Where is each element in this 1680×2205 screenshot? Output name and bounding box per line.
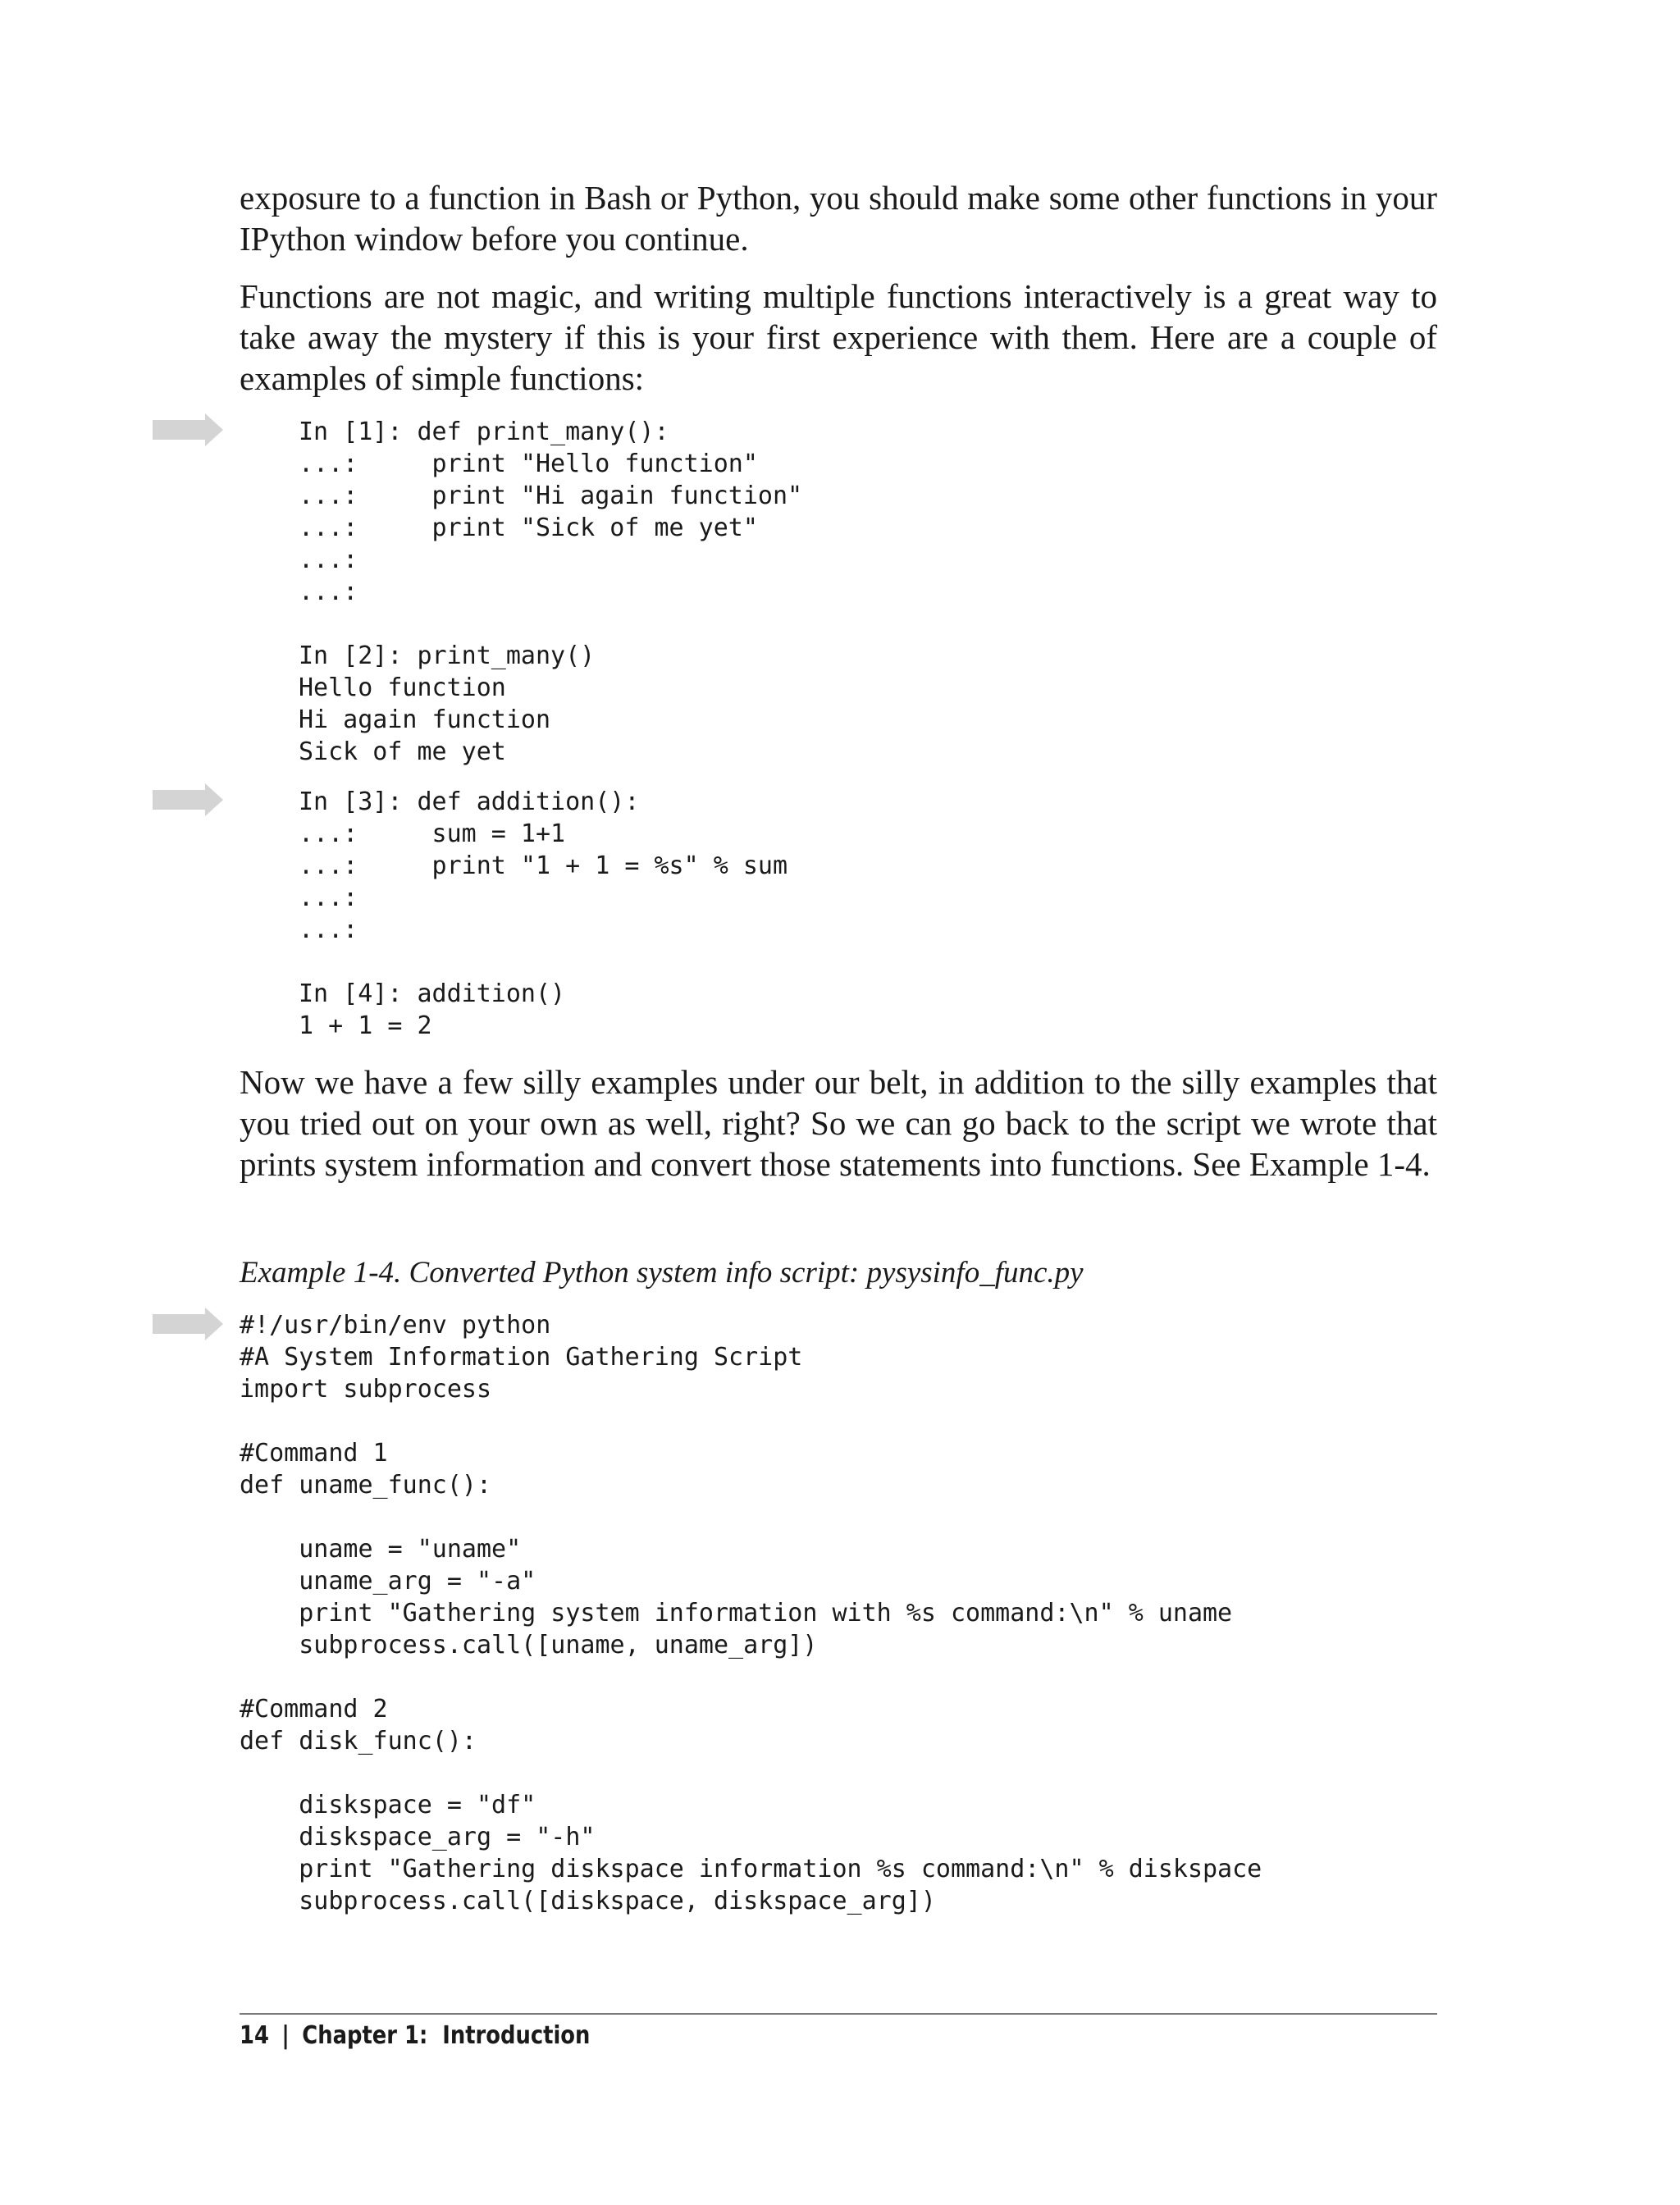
footer-separator: | xyxy=(281,2021,290,2050)
code-block-pysysinfo-func: #!/usr/bin/env python #A System Information Gathering Script import subprocess #Command 1 def uname_func(): uname = "uname" uname_arg = "-a" print "Gathering system information with %s command:\n" % uname subprocess.call([uname, uname_arg]) #Command 2 def disk_func(): diskspace = "df" diskspace_arg = "-h" print "Gathering diskspace information %s command:\n" % diskspace subprocess.call([diskspace, diskspace_arg]) xyxy=(240,1311,1262,1915)
footer-rule xyxy=(240,2013,1437,2015)
arrow-marker-icon xyxy=(153,1308,223,1340)
code-block-addition: In [3]: def addition(): ...: sum = 1+1 ...: print "1 + 1 = %s" % sum ...: ...: In [4]: addition() 1 + 1 = 2 xyxy=(299,788,788,1040)
paragraph-functions-not-magic: Functions are not magic, and writing multiple functions interactively is a great way to take away the mystery if this is your first experience with them. Here are a couple of examples of simple functions: xyxy=(240,277,1437,397)
chapter-title: Chapter 1: Introduction xyxy=(302,2021,591,2050)
code-block-print-many: In [1]: def print_many(): ...: print "Hello function" ...: print "Hi again function" ...: print "Sick of me yet" ...: ...: In [2]: print_many() Hello function Hi again function Sick of me yet xyxy=(299,418,803,766)
paragraph-silly-examples: Now we have a few silly examples under our belt, in addition to the silly examples that you tried out on your own as well, right? So we can go back to the script we wrote that prints system information and convert those statements into functions. See Example 1-4. xyxy=(240,1063,1437,1183)
example-caption: Example 1-4. Converted Python system info script: pysysinfo_func.py xyxy=(240,1256,1084,1290)
arrow-marker-icon xyxy=(153,413,223,446)
page-number: 14 xyxy=(240,2021,269,2050)
arrow-marker-icon xyxy=(153,783,223,816)
paragraph-intro-continuation: exposure to a function in Bash or Python, you should make some other functions in your IPython window before you continue. xyxy=(240,179,1437,258)
page-footer xyxy=(240,2020,590,2052)
